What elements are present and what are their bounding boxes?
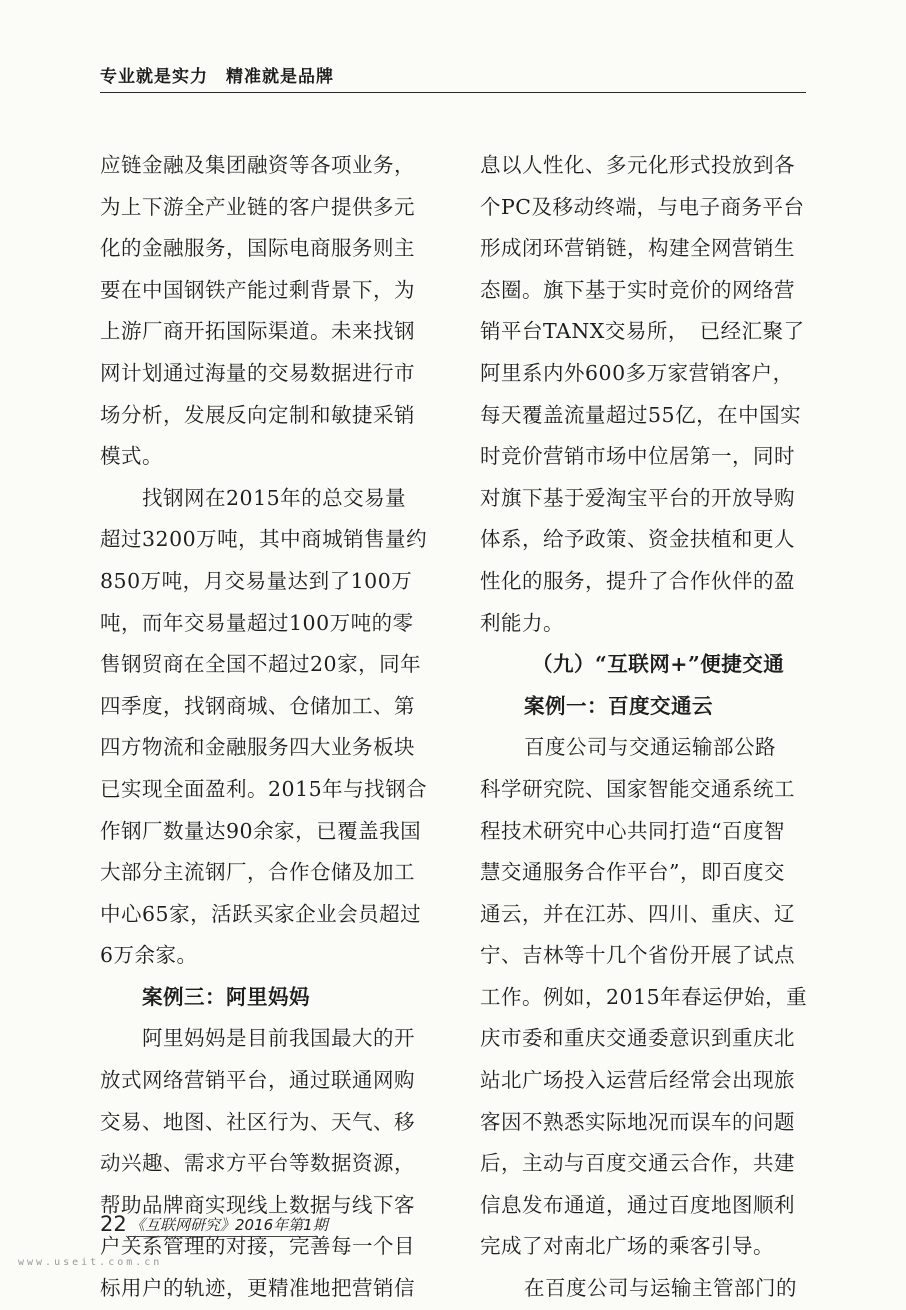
body-line: 交易、地图、社区行为、天气、移 [100, 1109, 415, 1134]
paragraph-start-line: 找钢网在2015年的总交易量 [142, 485, 407, 510]
body-line: 850万吨，月交易量达到了100万 [100, 568, 413, 593]
body-line: 大部分主流钢厂，合作仓储及加工 [100, 860, 415, 885]
body-line: 利能力。 [480, 610, 564, 635]
paragraph-start-line: 在百度公司与运输主管部门的 [524, 1276, 797, 1301]
body-line: 帮助品牌商实现线上数据与线下客 [100, 1192, 415, 1217]
body-line: 四季度，找钢商城、仓储加工、第 [100, 693, 415, 718]
body-line: 上游厂商开拓国际渠道。未来找钢 [100, 319, 415, 344]
body-line: 后，主动与百度交通云合作，共建 [480, 1151, 795, 1176]
body-line: 体系，给予政策、资金扶植和更人 [480, 527, 795, 552]
body-line: 完成了对南北广场的乘客引导。 [480, 1234, 774, 1259]
body-line: 态圈。旗下基于实时竞价的网络营 [480, 277, 795, 302]
body-line: 超过3200万吨，其中商城销售量约 [100, 527, 428, 552]
body-line: 信息发布通道，通过百度地图顺利 [480, 1192, 795, 1217]
section-heading: （九）“互联网+”便捷交通 [532, 652, 785, 677]
site-watermark: www.useit.com.cn [18, 1257, 163, 1268]
body-line: 模式。 [100, 444, 163, 469]
body-line: 作钢厂数量达90余家，已覆盖我国 [100, 818, 422, 843]
body-line: 个PC及移动终端，与电子商务平台 [480, 194, 805, 219]
body-line: 客因不熟悉实际地况而误车的问题 [480, 1109, 795, 1134]
body-line: 每天覆盖流量超过55亿，在中国实 [480, 402, 802, 427]
body-line: 动兴趣、需求方平台等数据资源， [100, 1151, 415, 1176]
running-header [100, 62, 806, 93]
journal-citation: 《互联网研究》2016年第1期 [130, 1216, 328, 1234]
body-line: 网计划通过海量的交易数据进行市 [100, 360, 415, 385]
right-column [480, 145, 806, 1310]
body-line: 阿里系内外600多万家营销客户， [480, 360, 794, 385]
body-line: 标用户的轨迹，更精准地把营销信 [100, 1276, 415, 1301]
body-line: 四方物流和金融服务四大业务板块 [100, 735, 415, 760]
body-line: 通云，并在江苏、四川、重庆、辽 [480, 901, 795, 926]
body-line: 放式网络营销平台，通过联通网购 [100, 1068, 415, 1093]
body-line: 售钢贸商在全国不超过20家，同年 [100, 652, 422, 677]
body-line: 性化的服务，提升了合作伙伴的盈 [480, 568, 795, 593]
body-line: 场分析，发展反向定制和敏捷采销 [100, 402, 415, 427]
body-line: 中心65家，活跃买家企业会员超过 [100, 901, 422, 926]
body-line: 对旗下基于爱淘宝平台的开放导购 [480, 485, 795, 510]
body-line: 工作。例如，2015年春运伊始，重 [480, 984, 808, 1009]
body-line: 程技术研究中心共同打造“百度智 [480, 818, 785, 843]
body-line: 宁、吉林等十几个省份开展了试点 [480, 943, 795, 968]
body-line: 已实现全面盈利。2015年与找钢合 [100, 776, 428, 801]
case-heading: 案例一：百度交通云 [524, 693, 713, 718]
footer-rule [128, 1236, 318, 1237]
body-line: 科学研究院、国家智能交通系统工 [480, 776, 795, 801]
body-line: 时竞价营销市场中位居第一，同时 [480, 444, 795, 469]
body-line: 息以人性化、多元化形式投放到各 [480, 153, 795, 177]
body-line: 庆市委和重庆交通委意识到重庆北 [480, 1026, 795, 1051]
header-slogan: 专业就是实力 精准就是品牌 [100, 67, 334, 87]
body-line: 吨，而年交易量超过100万吨的零 [100, 610, 414, 635]
paragraph-start-line: 阿里妈妈是目前我国最大的开 [142, 1026, 415, 1051]
body-line: 站北广场投入运营后经常会出现旅 [480, 1068, 795, 1093]
left-column [100, 145, 426, 1310]
body-line: 要在中国钢铁产能过剩背景下，为 [100, 277, 415, 302]
body-line: 户关系管理的对接，完善每一个目 [100, 1234, 415, 1259]
body-line: 6万余家。 [100, 943, 198, 968]
body-line: 销平台TANX交易所， 已经汇聚了 [480, 319, 805, 344]
body-line: 为上下游全产业链的客户提供多元 [100, 194, 415, 219]
body-line: 化的金融服务，国际电商服务则主 [100, 236, 415, 261]
paragraph-start-line: 百度公司与交通运输部公路 [524, 735, 776, 760]
body-line: 形成闭环营销链，构建全网营销生 [480, 236, 795, 261]
body-line: 应链金融及集团融资等各项业务， [100, 153, 415, 177]
case-heading: 案例三：阿里妈妈 [142, 984, 310, 1009]
body-line: 慧交通服务合作平台”，即百度交 [480, 860, 785, 885]
page-number: 22 [100, 1212, 127, 1236]
